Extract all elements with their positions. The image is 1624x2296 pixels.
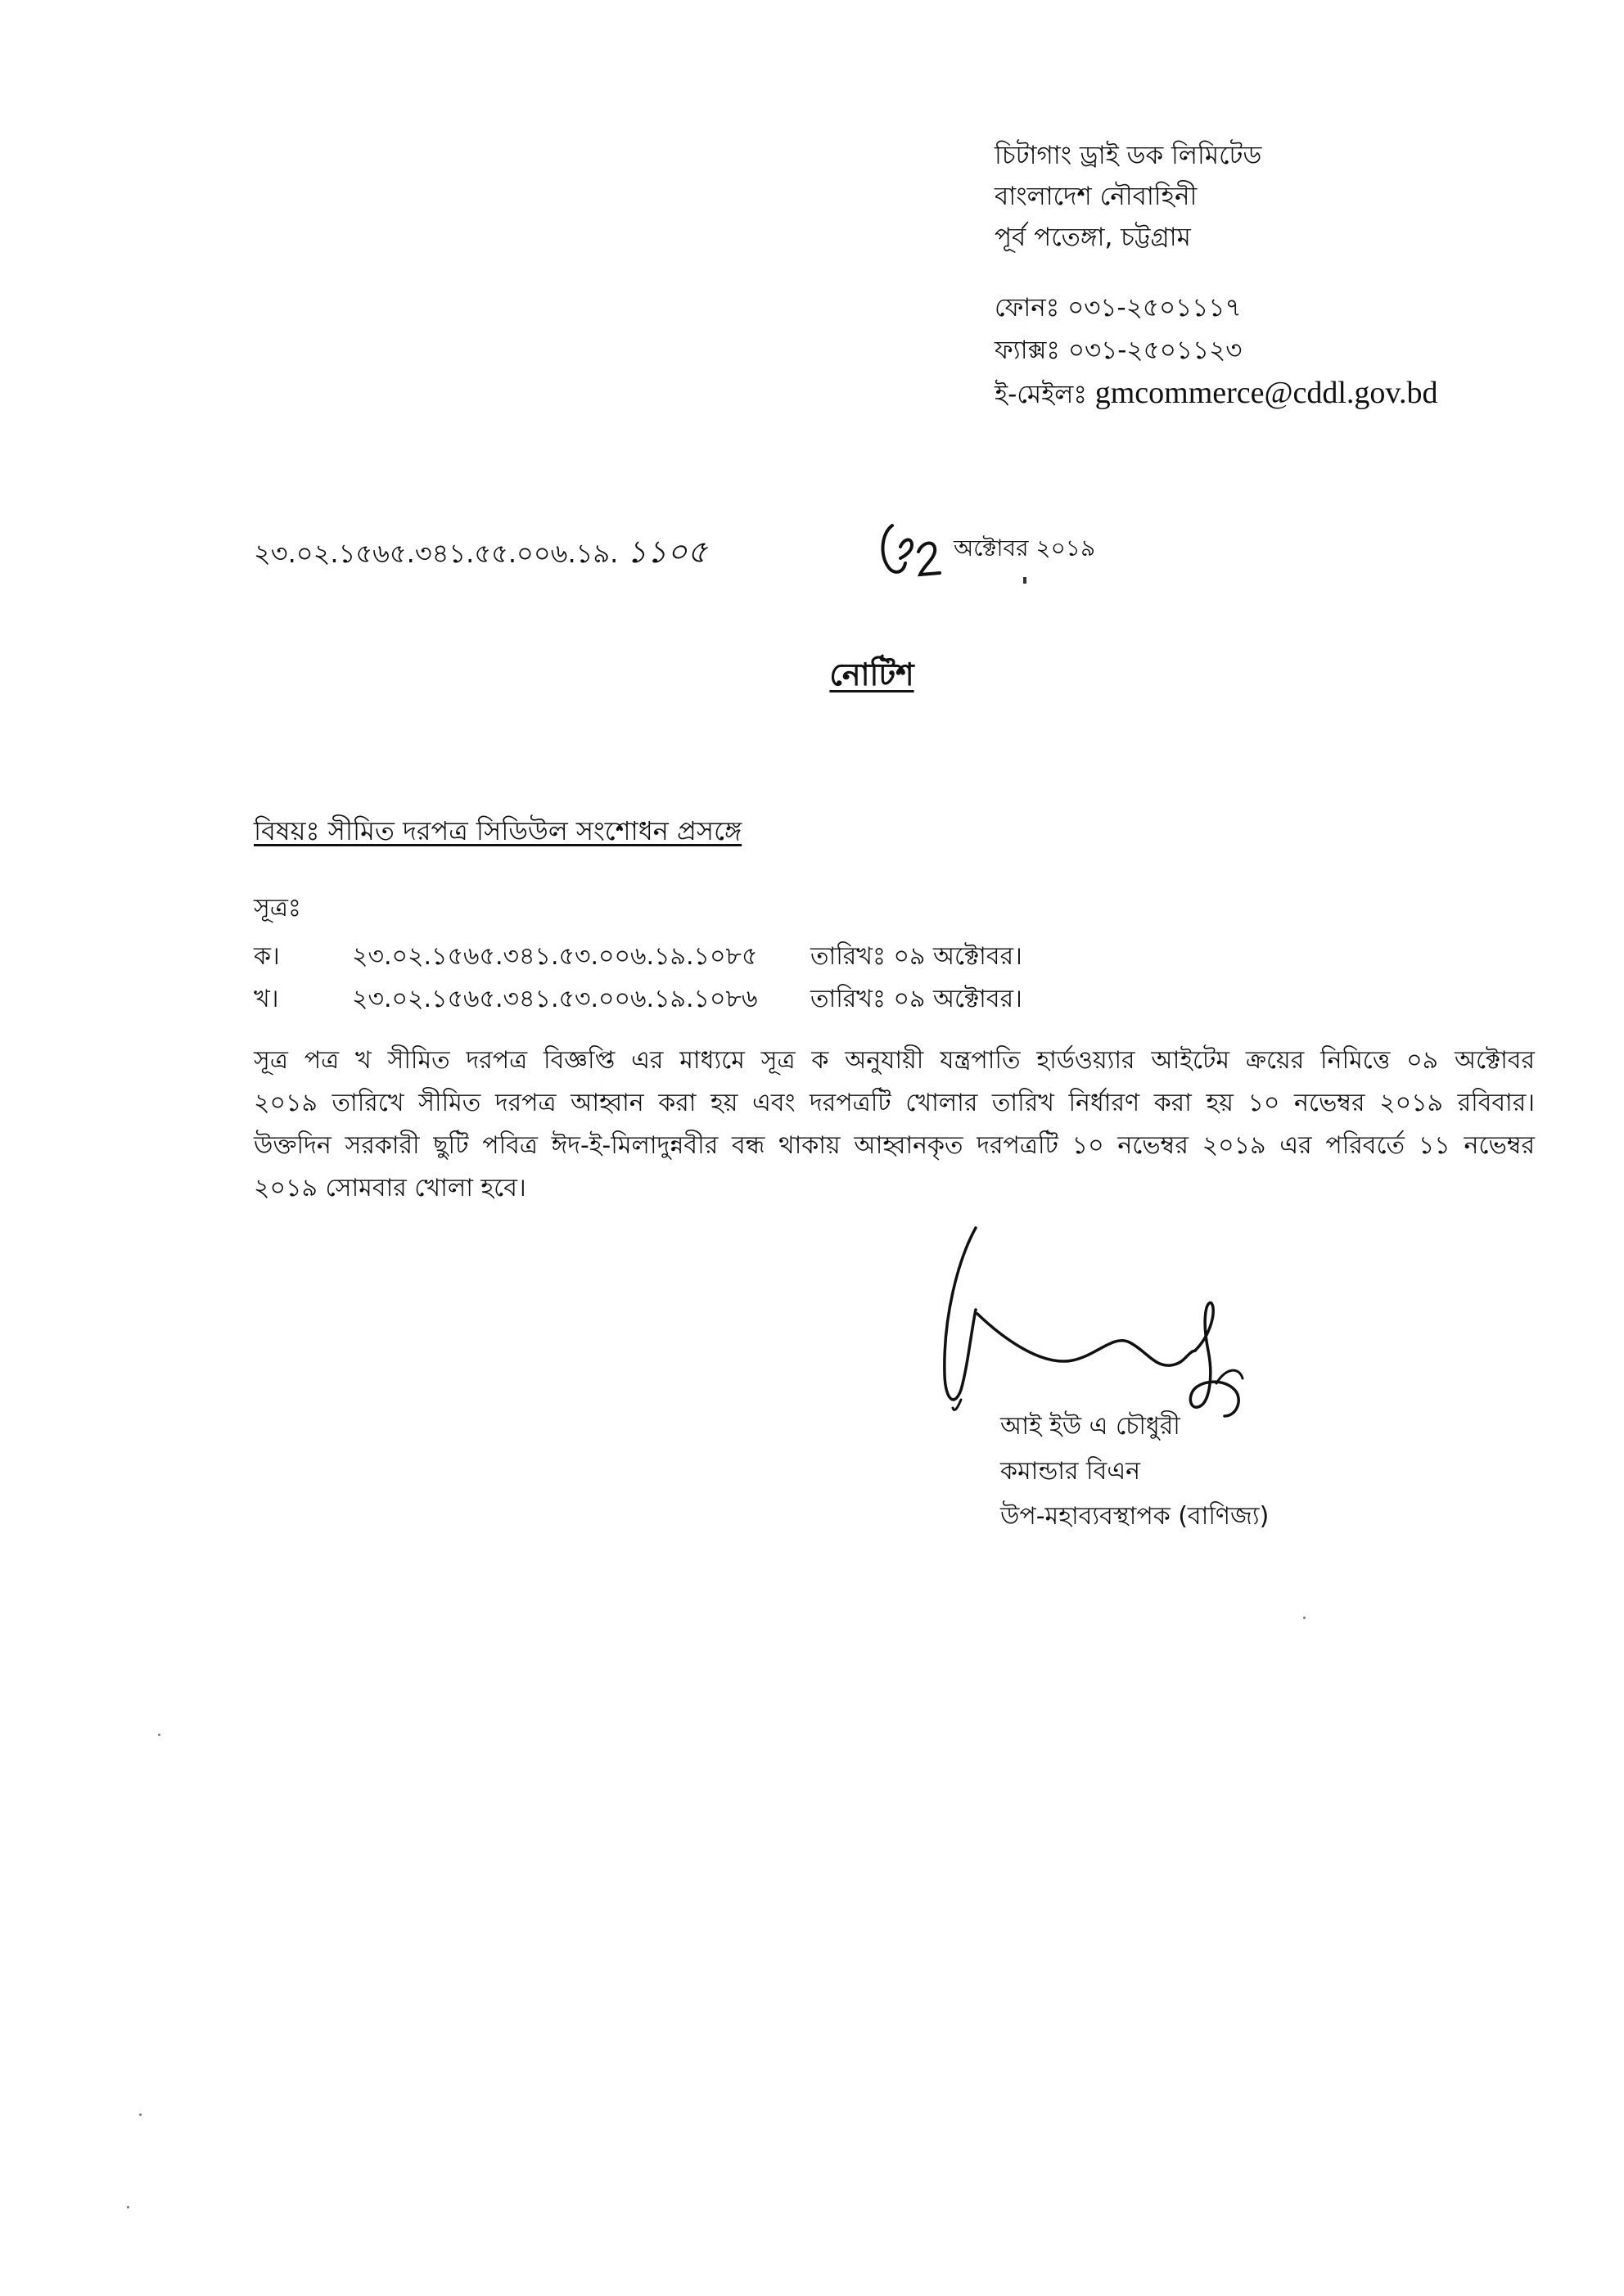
email-line	[995, 372, 1600, 416]
org-parent: বাংলাদেশ নৌবাহিনী	[995, 182, 1198, 211]
reference-date: তারিখঃ ০৯ অক্টোবর।	[810, 985, 1022, 1013]
signatory-designation: উপ-মহাব্যবস্থাপক (বাণিজ্য)	[1000, 1502, 1270, 1531]
memo-number	[254, 528, 707, 580]
scan-speck	[127, 2206, 129, 2208]
email-label: ই-মেইলঃ	[995, 380, 1087, 409]
body-line: উক্তদিন সরকারী ছুটি পবিত্র ঈদ-ই-মিলাদুন্নবীর বন্ধ থাকায় আহ্বানকৃত দরপত্রটি ১০ নভেম্বর ২০১৯ এর পরিবর্তে ১১ নভেম্বর	[254, 1131, 1535, 1160]
org-name: চিটাগাং ড্রাই ডক লিমিটেড	[995, 141, 1262, 170]
handwritten-date-drawing	[876, 516, 950, 581]
org-address: পূর্ব পতেঙ্গা, চট্টগ্রাম	[995, 223, 1191, 252]
fax-number: ০৩১-২৫০১১২৩	[1067, 336, 1243, 365]
scan-mark	[1023, 577, 1026, 584]
reference-number: ২৩.০২.১৫৬৫.৩৪১.৫৩.০০৬.১৯.১০৮৬	[352, 985, 758, 1013]
references	[254, 888, 1022, 1022]
notice-title: নোটিশ	[829, 656, 914, 692]
subject-line: বিষয়ঃ সীমিত দরপত্র সিডিউল সংশোধন প্রসঙ্গে	[254, 815, 742, 846]
reference-row	[254, 936, 1022, 979]
letterhead	[995, 135, 1584, 258]
scan-speck	[158, 1734, 160, 1736]
reference-key: খ।	[254, 985, 279, 1013]
memo-date: অক্টোবর ২০১৯	[954, 535, 1096, 562]
reference-row	[254, 979, 1022, 1022]
reference-key: ক।	[254, 942, 280, 971]
memo-number-handwritten: ১১০৫	[626, 534, 708, 570]
fax-label: ফ্যাক্সঃ	[995, 336, 1060, 365]
handwritten-date-day	[876, 516, 950, 581]
email-address: gmcommerce@cddl.gov.bd	[1094, 376, 1438, 410]
fax-line	[995, 329, 1600, 372]
signatory-rank: কমান্ডার বিএন	[1000, 1457, 1141, 1486]
phone-line	[995, 286, 1600, 329]
contact-block	[995, 286, 1600, 416]
body-line: ২০১৯ সোমবার খোলা হবে।	[254, 1174, 526, 1202]
phone-label: ফোনঃ	[995, 293, 1060, 323]
phone-number: ০৩১-২৫০১১১৭	[1067, 293, 1242, 323]
body-line: সূত্র পত্র খ সীমিত দরপত্র বিজ্ঞপ্তি এর মাধ্যমে সূত্র ক অনুযায়ী যন্ত্রপাতি হার্ডওয়্যার আইটেম ক্রয়ের নিমিত্তে ০৯ অক্টোবর	[254, 1046, 1535, 1075]
references-label: সূত্রঃ	[254, 894, 301, 922]
memo-number-printed: ২৩.০২.১৫৬৫.৩৪১.৫৫.০০৬.১৯.	[254, 538, 619, 569]
scan-speck	[139, 2113, 142, 2116]
reference-date: তারিখঃ ০৯ অক্টোবর।	[810, 942, 1022, 971]
scan-speck	[1303, 1617, 1306, 1619]
body-line: ২০১৯ তারিখে সীমিত দরপত্র আহ্বান করা হয় এবং দরপত্রটি খোলার তারিখ নির্ধারণ করা হয় ১০ নভেম্বর ২০১৯ রবিবার।	[254, 1089, 1535, 1117]
signatory-name: আই ইউ এ চৌধুরী	[1000, 1412, 1180, 1441]
notice-body	[254, 1040, 1535, 1210]
reference-number: ২৩.০২.১৫৬৫.৩৪১.৫৩.০০৬.১৯.১০৮৫	[352, 942, 758, 971]
signatory-block	[1000, 1404, 1269, 1539]
